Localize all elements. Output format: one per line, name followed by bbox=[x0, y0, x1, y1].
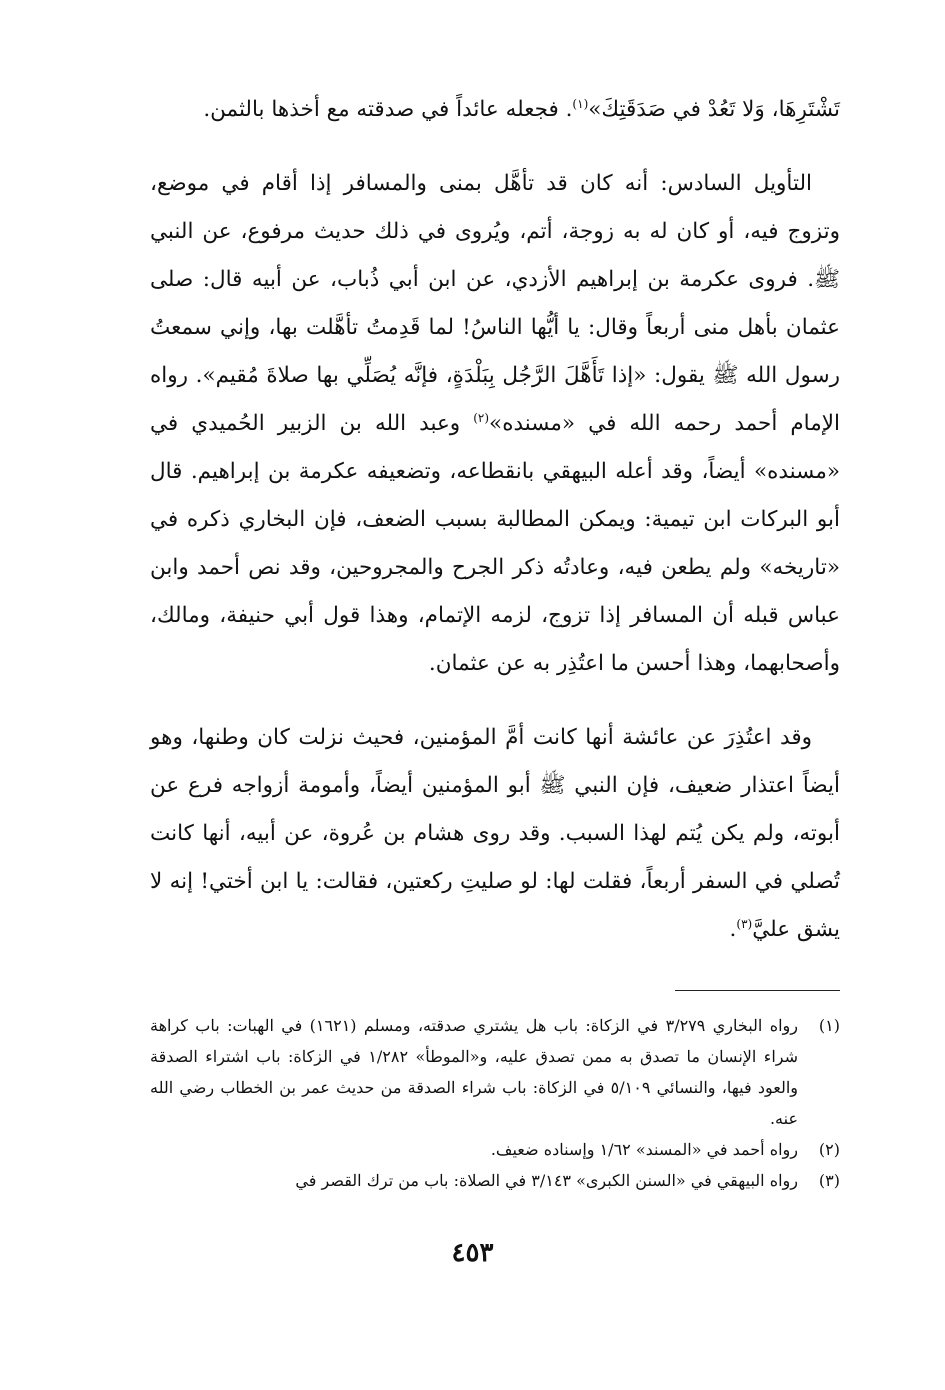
paragraph-1 bbox=[150, 86, 840, 134]
footnote-text: رواه أحمد في «المسند» ١/٦٢ وإسناده ضعيف. bbox=[490, 1140, 798, 1159]
footnote-text: رواه البيهقي في «السنن الكبرى» ٣/١٤٣ في الصلاة: باب من ترك القصر في bbox=[295, 1171, 798, 1190]
paragraph-2 bbox=[150, 160, 840, 688]
paragraph-3-tail: . bbox=[729, 917, 737, 942]
footnote-ref-1: (١) bbox=[572, 96, 589, 111]
footnote-ref-3: (٣) bbox=[736, 916, 753, 931]
footnote-number: (١) bbox=[818, 1016, 840, 1035]
footnote-number: (٣) bbox=[818, 1171, 840, 1190]
footnote-text: رواه البخاري ٣/٢٧٩ في الزكاة: باب هل يشتري صدقته، ومسلم (١٦٢١) في الهبات: باب كراهة شراء الإنسان ما تصدق به ممن تصدق عليه، و«الموطأ» ١/٢٨٢ في الزكاة: باب اشتراء الصدقة والعود فيها، والنسائي ٥/١٠٩ في الزكاة: باب شراء الصدقة من حديث عمر بن الخطاب رضي الله عنه. bbox=[150, 1016, 799, 1128]
footnote-number: (٢) bbox=[818, 1140, 840, 1159]
paragraph-3-text: وقد اعتُذِرَ عن عائشة أنها كانت أمَّ المؤمنين، فحيث نزلت كان وطنها، وهو أيضاً اعتذار ضعيف، فإن النبي ﷺ أبو المؤمنين أيضاً، وأمومة أزواجه فرع عن أبوته، ولم يكن يُتم لهذا السبب. وقد روى هشام بن عُروة، عن أبيه، أنها كانت تُصلي في السفر أربعاً، فقلت لها: لو صليتِ ركعتين، فقالت: يا ابن أختي! إنه لا يشق عليَّ bbox=[150, 725, 840, 942]
footnotes bbox=[150, 1010, 840, 1196]
footnote-separator bbox=[675, 990, 840, 991]
footnote-ref-2: (٢) bbox=[473, 410, 490, 425]
footnote-2 bbox=[150, 1134, 840, 1165]
paragraph-2-text: التأويل السادس: أنه كان قد تأهَّل بمنى والمسافر إذا أقام في موضع، وتزوج فيه، أو كان له به زوجة، أتم، ويُروى في ذلك حديث مرفوع، عن النبي ﷺ. فروى عكرمة بن إبراهيم الأزدي، عن ابن أبي ذُباب، عن أبيه قال: صلى عثمان بأهل منى أربعاً وقال: يا أيُّها الناسُ! لما قَدِمتُ تأهَّلت بها، وإني سمعتُ رسول الله ﷺ يقول: «إذا تَأَهَّلَ الرَّجُل بِبَلْدَةٍ، فإنَّه يُصَلِّي بها صلاةَ مُقيم». رواه الإمام أحمد رحمه الله في «مسنده» bbox=[150, 171, 840, 436]
page-number: ٤٥٣ bbox=[451, 1238, 494, 1268]
paragraph-1-text: تَشْتَرِهَا، وَلا تَعُدْ في صَدَقَتِكَ» bbox=[588, 97, 840, 122]
footnote-3 bbox=[150, 1165, 840, 1196]
paragraph-1-tail: . فجعله عائداً في صدقته مع أخذها بالثمن. bbox=[203, 97, 573, 122]
footnote-1 bbox=[150, 1010, 840, 1134]
main-text bbox=[150, 86, 840, 954]
paragraph-2-tail: وعبد الله بن الزبير الحُميدي في «مسنده» أيضاً، وقد أعله البيهقي بانقطاعه، وتضعيفه عكرمة بن إبراهيم. قال أبو البركات ابن تيمية: ويمكن المطالبة بسبب الضعف، فإن البخاري ذكره في «تاريخه» ولم يطعن فيه، وعادتُه ذكر الجرح والمجروحين، وقد نص أحمد وابن عباس قبله أن المسافر إذا تزوج، لزمه الإتمام، وهذا قول أبي حنيفة، ومالك، وأصحابهما، وهذا أحسن ما اعتُذِر به عن عثمان. bbox=[150, 411, 840, 676]
paragraph-3 bbox=[150, 714, 840, 954]
